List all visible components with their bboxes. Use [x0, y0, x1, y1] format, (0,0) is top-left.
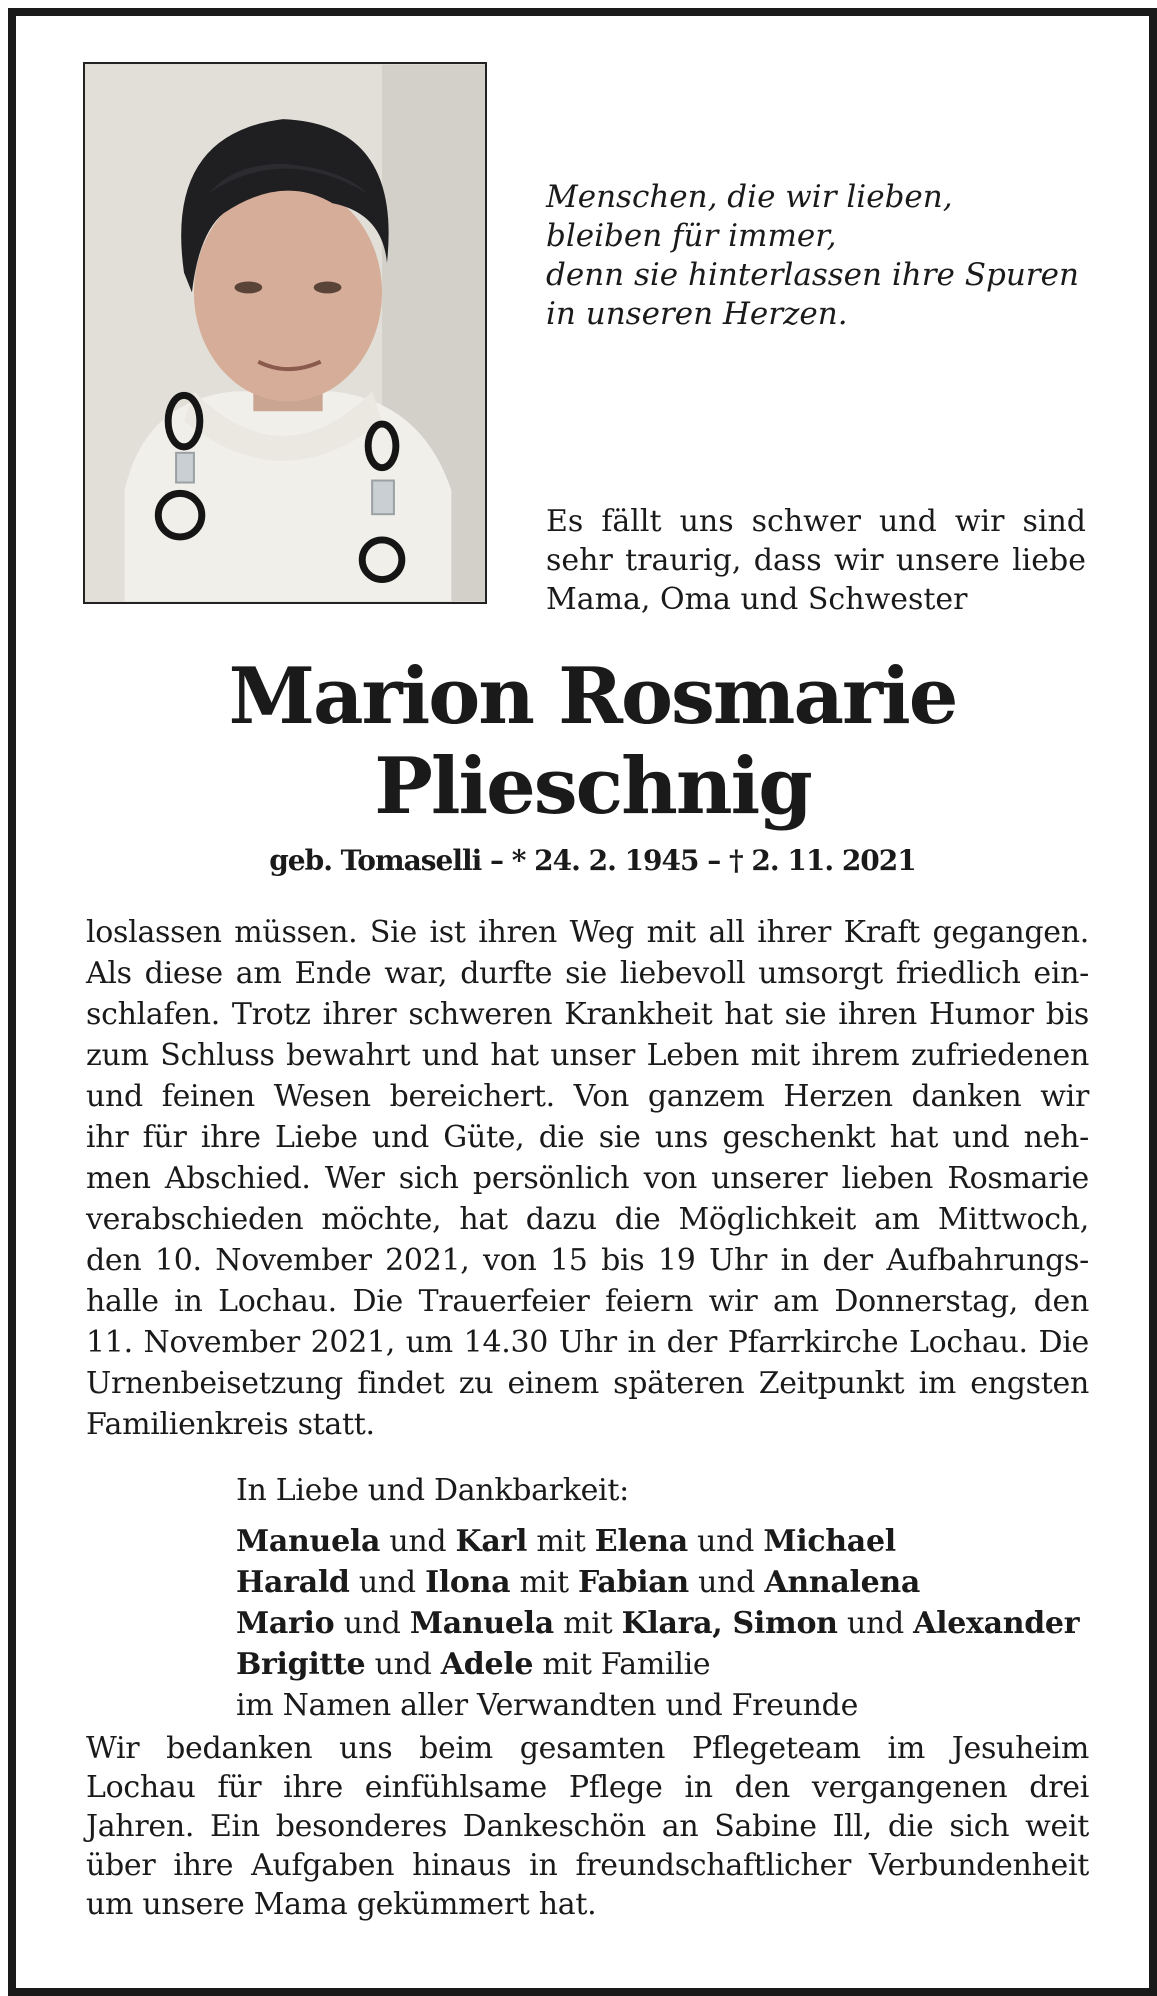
family-line: Brigitte und Adele mit Familie [236, 1647, 711, 1682]
thanks-paragraph [86, 1729, 1089, 1924]
poem-line: bleiben für immer, [546, 218, 837, 254]
body-line: 11. November 2021, um 14.30 Uhr in der Pfarrkirche Lochau. Die [86, 1325, 1089, 1360]
body-line: men Abschied. Wer sich persönlich von unserer lieben Rosmarie [86, 1161, 1089, 1196]
thanks-line: um unsere Mama gekümmert hat. [86, 1887, 597, 1922]
body-line: ihr für ihre Liebe und Güte, die sie uns geschenkt hat und neh- [86, 1120, 1089, 1155]
family-line: Mario und Manuela mit Klara, Simon und Alexander [236, 1606, 1080, 1641]
body-line: zum Schluss bewahrt und hat unser Leben mit ihrem zufriedenen [86, 1038, 1089, 1073]
intro-line: Mama, Oma und Schwester [546, 582, 968, 617]
signature-intro: In Liebe und Dankbarkeit: [236, 1473, 629, 1508]
notice-border [8, 8, 1157, 1996]
poem-line: Menschen, die wir lieben, [546, 179, 953, 215]
thanks-line: Lochau für ihre einfühlsame Pflege in den vergangenen drei [86, 1770, 1089, 1805]
family-line: Harald und Ilona mit Fabian und Annalena [236, 1565, 921, 1600]
deceased-name-last: Plieschnig [374, 741, 811, 832]
deceased-name-first: Marion Rosmarie [228, 651, 957, 742]
body-line: Als diese am Ende war, durfte sie liebevoll umsorgt friedlich ein- [86, 956, 1089, 991]
body-line: halle in Lochau. Die Trauerfeier feiern wir am Donnerstag, den [86, 1284, 1089, 1319]
body-line: verabschieden möchte, hat dazu die Möglichkeit am Mittwoch, [86, 1202, 1089, 1237]
notice-content [16, 16, 1149, 1988]
body-line: schlafen. Trotz ihrer schweren Krankheit hat sie ihren Humor bis [86, 997, 1089, 1032]
memorial-poem [546, 178, 1086, 334]
birth-death-dates: geb. Tomaselli – * 24. 2. 1945 – † 2. 11. 2021 [269, 844, 916, 877]
poem-line: denn sie hinterlassen ihre Spuren [546, 257, 1079, 293]
signature-block [236, 1470, 1096, 1726]
intro-line: Es fällt uns schwer und wir sind [546, 504, 1086, 539]
intro-text [546, 502, 1086, 619]
obituary-body [86, 912, 1089, 1445]
body-line: Urnenbeisetzung findet zu einem späteren Zeitpunkt im engsten [86, 1366, 1089, 1401]
body-line: den 10. November 2021, von 15 bis 19 Uhr in der Aufbahrungs- [86, 1243, 1089, 1278]
family-line: Manuela und Karl mit Elena und Michael [236, 1524, 896, 1559]
portrait-illustration [85, 64, 485, 602]
thanks-line: Jahren. Ein besonderes Dankeschön an Sabine Ill, die sich weit [86, 1809, 1089, 1844]
portrait-photo [83, 62, 487, 604]
intro-line: sehr traurig, dass wir unsere liebe [546, 543, 1086, 578]
signature-closing: im Namen aller Verwandten und Freunde [236, 1688, 859, 1723]
thanks-line: über ihre Aufgaben hinaus in freundschaftlicher Verbundenheit [86, 1848, 1089, 1883]
body-line: loslassen müssen. Sie ist ihren Weg mit all ihrer Kraft gegangen. [86, 915, 1089, 950]
thanks-line: Wir bedanken uns beim gesamten Pflegeteam im Jesuheim [86, 1731, 1089, 1766]
body-line: und feinen Wesen bereichert. Von ganzem Herzen danken wir [86, 1079, 1089, 1114]
body-line: Familienkreis statt. [86, 1407, 375, 1442]
poem-line: in unseren Herzen. [546, 296, 848, 332]
